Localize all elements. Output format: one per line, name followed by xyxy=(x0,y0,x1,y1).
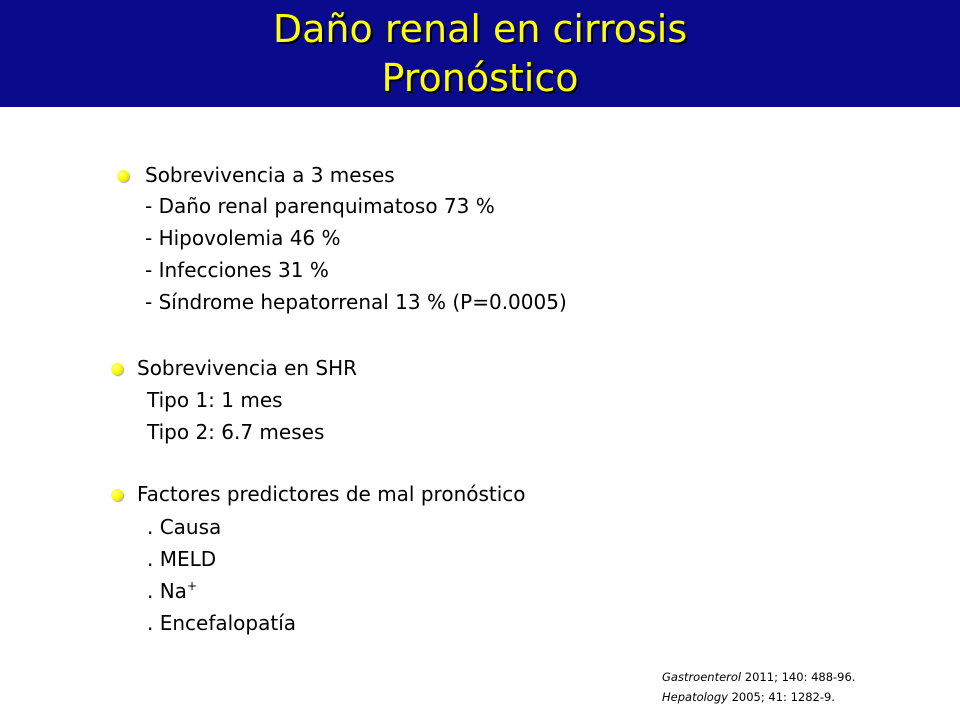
reference xyxy=(662,690,835,704)
list-item: . Encefalopatía xyxy=(147,611,297,635)
list-item: - Infecciones 31 % xyxy=(145,258,329,282)
bullet-icon xyxy=(117,170,129,182)
list-item: . Causa xyxy=(147,515,222,539)
list-item: - Hipovolemia 46 % xyxy=(145,226,341,250)
slide-title: Daño renal en cirrosis xyxy=(272,7,688,51)
list-item: - Daño renal parenquimatoso 73 % xyxy=(145,194,495,218)
list-item-sodium xyxy=(147,578,197,604)
reference-journal: Gastroenterol xyxy=(662,670,742,684)
reference-journal: Hepatology xyxy=(662,690,728,704)
slide-subtitle: Pronóstico xyxy=(381,56,579,100)
reference xyxy=(662,670,855,684)
bullet-icon xyxy=(111,363,123,375)
section-heading: Sobrevivencia a 3 meses xyxy=(145,163,395,187)
bullet-icon xyxy=(111,489,123,501)
section-heading: Factores predictores de mal pronóstico xyxy=(137,482,526,506)
section-heading: Sobrevivencia en SHR xyxy=(137,356,358,380)
list-item: Tipo 1: 1 mes xyxy=(147,388,283,412)
reference-citation: 2011; 140: 488-96. xyxy=(741,670,856,684)
list-item-text: . Na xyxy=(147,579,187,603)
title-banner xyxy=(0,0,960,107)
superscript-plus: + xyxy=(186,579,197,593)
list-item: . MELD xyxy=(147,547,217,571)
list-item: - Síndrome hepatorrenal 13 % (P=0.0005) xyxy=(145,290,567,314)
reference-citation: 2005; 41: 1282-9. xyxy=(727,690,835,704)
list-item: Tipo 2: 6.7 meses xyxy=(147,420,325,444)
